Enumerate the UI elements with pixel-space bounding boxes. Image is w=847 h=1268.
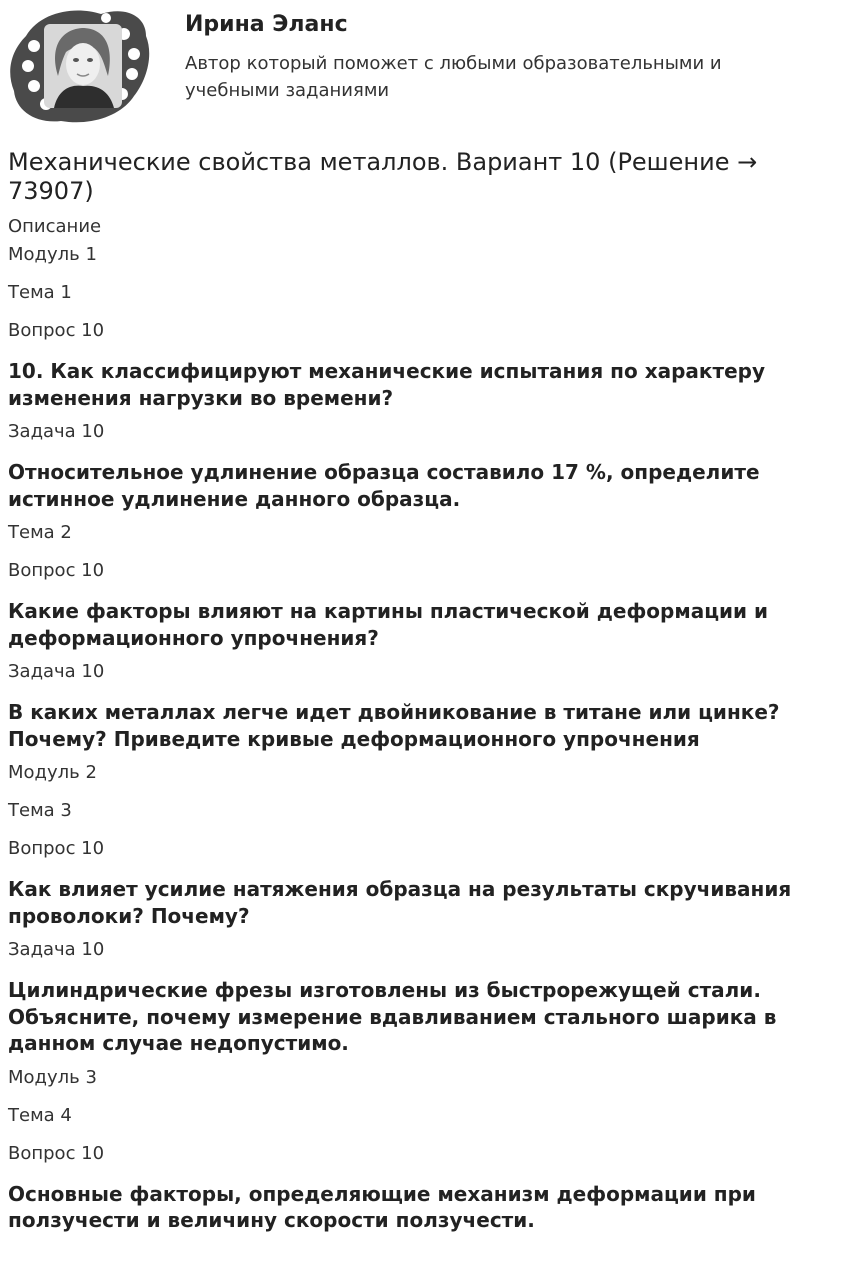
task-label: Задача 10 <box>8 661 105 682</box>
question-label: Вопрос 10 <box>8 1142 105 1164</box>
document-title: Механические свойства металлов. Вариант 10 (Решение → 73907) <box>8 148 758 205</box>
topic-label: Тема 1 <box>8 282 72 303</box>
task-text: В каких металлах легче идет двойникование в титане или цинке? Почему? Приведите кривые деформационного упрочнения <box>8 700 780 751</box>
author-description: Автор который поможет с любыми образовательными и учебными заданиями <box>185 53 722 101</box>
task-text: Относительное удлинение образца составило 17 %, определите истинное удлинение данного образца. <box>8 460 760 511</box>
topic-label: Тема 2 <box>8 522 72 543</box>
question-text: 10. Как классифицируют механические испытания по характеру изменения нагрузки во времени? <box>8 359 765 410</box>
module-label: Модуль 1 <box>8 244 97 265</box>
question-text: Какие факторы влияют на картины пластической деформации и деформационного упрочнения? <box>8 599 769 650</box>
question-label: Вопрос 10 <box>8 320 105 341</box>
question-label: Вопрос 10 <box>8 838 105 859</box>
document-content <box>8 148 843 1244</box>
author-name: Ирина Эланс <box>185 12 348 37</box>
module-label: Модуль 2 <box>8 762 97 783</box>
description-label: Описание <box>8 216 102 237</box>
module-label: Модуль 3 <box>8 1066 97 1088</box>
task-text: Цилиндрические фрезы изготовлены из быстрорежущей стали. Объясните, почему измерение вдавливанием стального шарика в данном случае недопустимо. <box>8 978 777 1055</box>
topic-label: Тема 4 <box>8 1104 72 1126</box>
author-avatar <box>6 6 152 128</box>
question-text: Как влияет усилие натяжения образца на результаты скручивания проволоки? Почему? <box>8 877 792 928</box>
topic-label: Тема 3 <box>8 800 72 821</box>
question-text: Основные факторы, определяющие механизм деформации при ползучести и величину скорости ползучести. <box>8 1181 756 1232</box>
author-header <box>0 0 847 140</box>
task-label: Задача 10 <box>8 421 105 442</box>
task-label: Задача 10 <box>8 939 105 960</box>
question-label: Вопрос 10 <box>8 560 105 581</box>
